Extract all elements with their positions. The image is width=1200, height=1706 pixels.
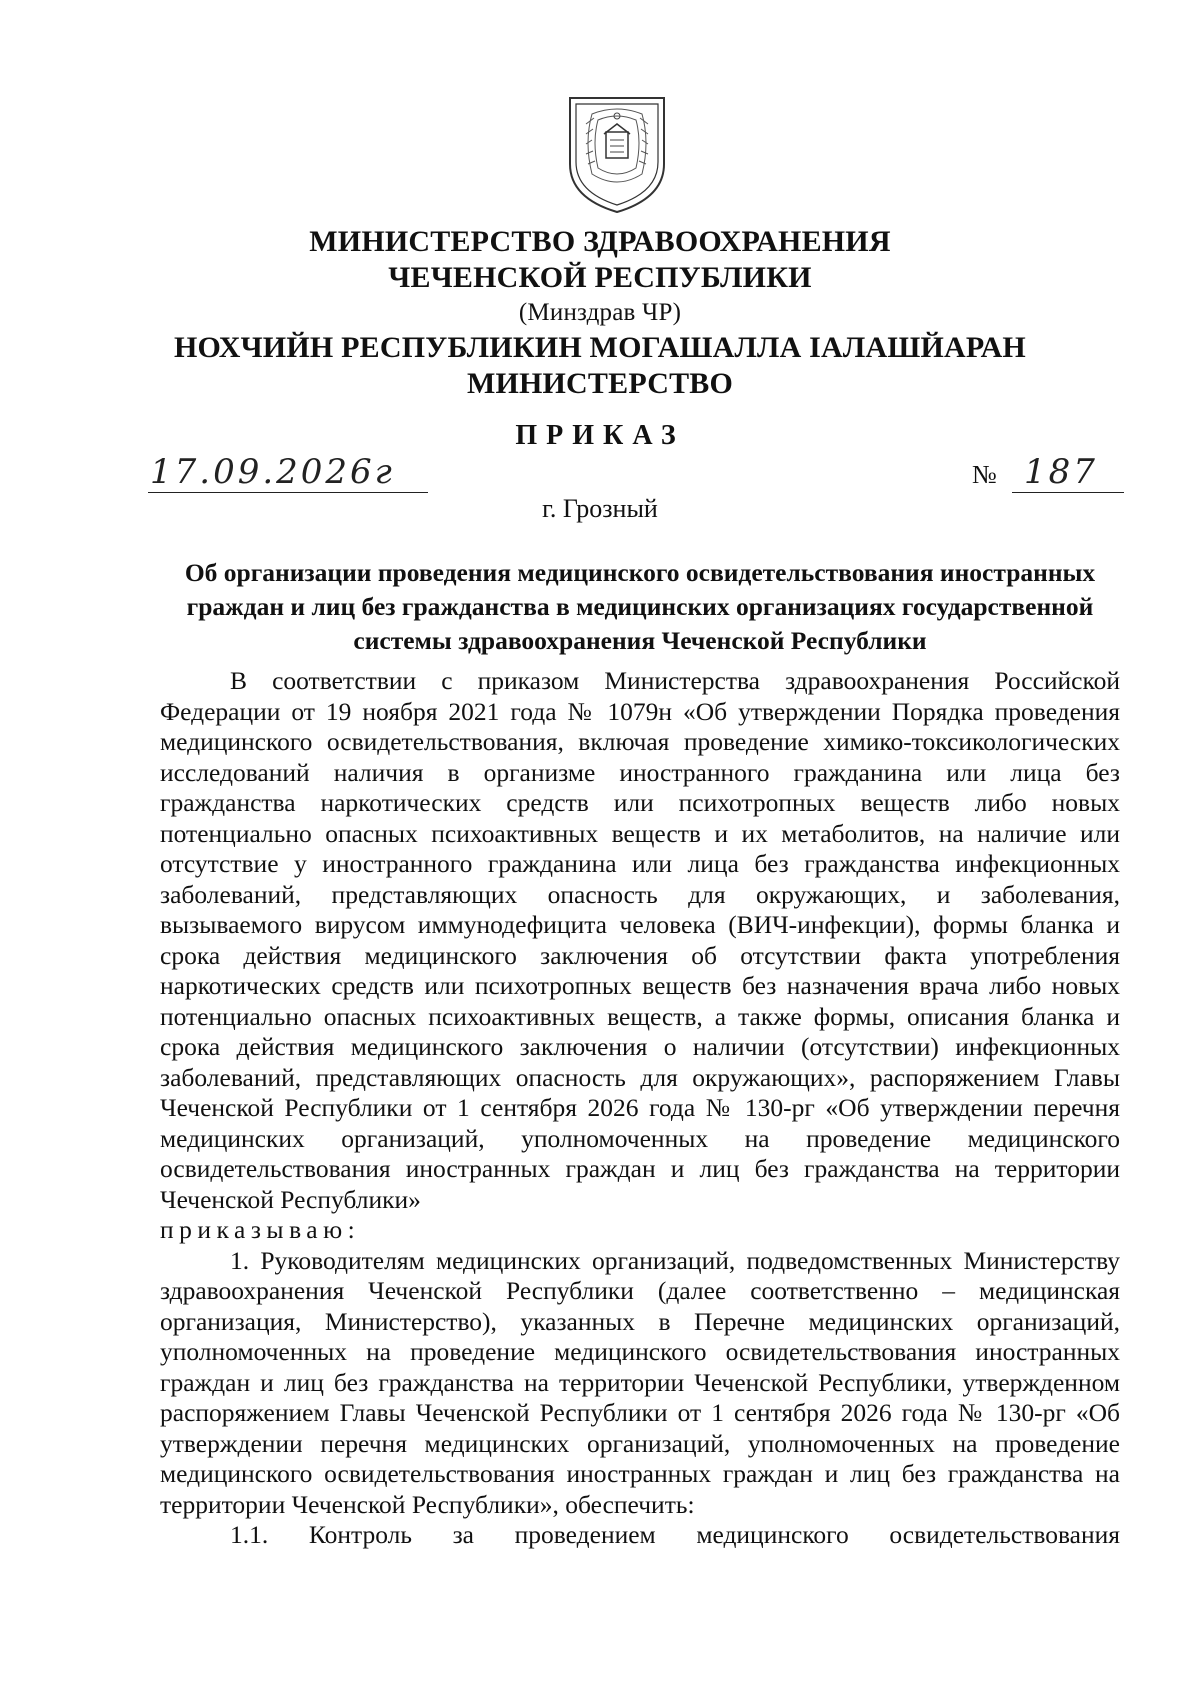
city-of-issue: г. Грозный <box>542 494 658 523</box>
preamble-paragraph: В соответствии с приказом Министерства здравоохранения Российской Федерации от 19 ноября 2021 года № 1079н «Об утверждении Порядка проведения медицинского освидетельствования, включая проведение химико-токсикологических исследований наличия в организме иностранного гражданина или лица без гражданства наркотических средств или психотропных веществ либо новых потенциально опасных психоактивных веществ и их метаболитов, на наличие или отсутствие у иностранного гражданина или лица без гражданства инфекционных заболеваний, представляющих опасность для окружающих, и заболевания, вызываемого вирусом иммунодефицита человека (ВИЧ-инфекции), формы бланка и срока действия медицинского заключения об отсутствии факта употребления наркотических средств или психотропных веществ без назначения врача либо новых потенциально опасных психоактивных веществ, а также формы, описания бланка и срока действия медицинского заключения о наличии (отсутствии) инфекционных заболеваний, представляющих опасность для окружающих», распоряжением Главы Чеченской Республики от 1 сентября 2026 года № 130-рг «Об утверждении перечня медицинских организаций, уполномоченных на проведение медицинского освидетельствования иностранных граждан и лиц без гражданства на территории Чеченской Республики» <box>160 666 1120 1214</box>
ministry-name-ru-line1: МИНИСТЕРСТВО ЗДРАВООХРАНЕНИЯ <box>309 225 891 258</box>
item-1-1-paragraph: 1.1. Контроль за проведением медицинского освидетельствования <box>230 1520 1120 1549</box>
ministry-name-ce-line1: НОХЧИЙН РЕСПУБЛИКИН МОГАШАЛЛА IАЛАШЙАРАН <box>174 331 1026 364</box>
ministry-abbreviation: (Минздрав ЧР) <box>518 299 682 326</box>
number-sign: № <box>972 460 997 489</box>
number-underline <box>1012 492 1124 493</box>
order-body <box>160 666 1120 1551</box>
order-date-handwritten: 17.09.2026г <box>150 452 395 492</box>
date-underline <box>148 492 428 493</box>
ministry-name-ru-line2: ЧЕЧЕНСКОЙ РЕСПУБЛИКИ <box>388 261 812 294</box>
item-1-paragraph: 1. Руководителям медицинских организаций, подведомственных Министерству здравоохранения Чеченской Республики (далее соответственно – медицинская организация, Министерство), указанных в Перечне медицинских организаций, уполномоченных на проведение медицинского освидетельствования иностранных граждан и лиц без гражданства на территории Чеченской Республики, утвержденном распоряжением Главы Чеченской Республики от 1 сентября 2026 года № 130-рг «Об утверждении перечня медицинских организаций, уполномоченных на проведение медицинского освидетельствования иностранных граждан и лиц без гражданства на территории Чеченской Республики», обеспечить: <box>160 1245 1120 1519</box>
order-title: Об организации проведения медицинского освидетельствования иностранных граждан и лиц без гражданства в медицинских организациях государственной системы здравоохранения Чеченской Республики <box>184 558 1096 655</box>
ministry-name-ce-line2: МИНИСТЕРСТВО <box>466 367 734 400</box>
document-type-heading: ПРИКАЗ <box>515 420 685 451</box>
coat-of-arms-emblem <box>566 94 668 216</box>
order-number-handwritten: 187 <box>1024 452 1098 492</box>
order-word: приказываю: <box>160 1215 361 1244</box>
